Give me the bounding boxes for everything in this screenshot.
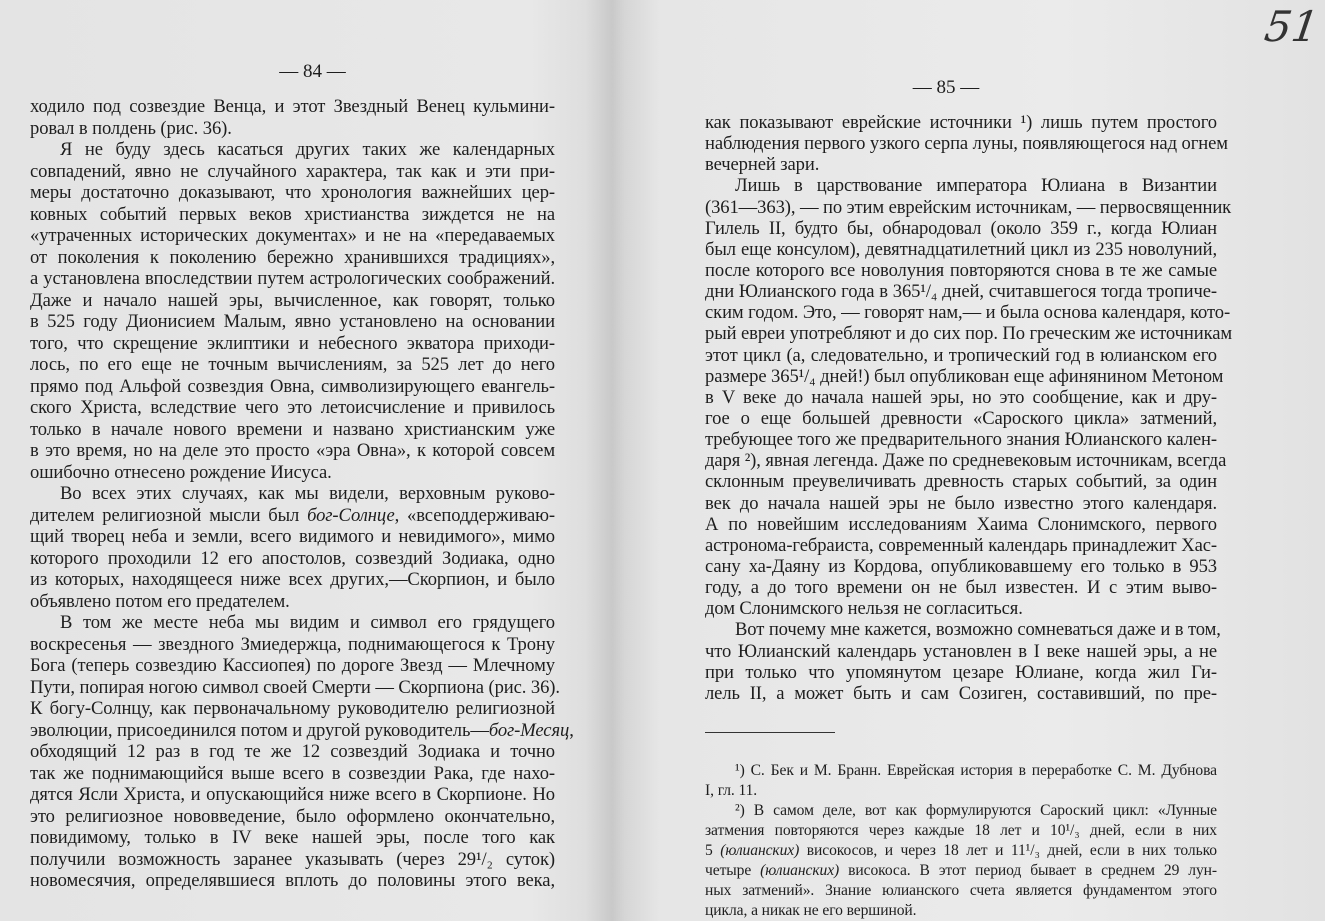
text-line: от поколения к поколению бережно хранившихся традициях», [30,246,555,268]
text-line: воскресенья — звездного Змиедержца, поднимающегося к Трону [30,633,555,655]
paragraph [30,139,555,483]
italic-text: (юлианских) [720,841,800,859]
page-number: — 84 — [279,61,346,82]
footnotes [705,761,1217,921]
text-line: ²) В самом деле, вот как формулируются Сароский цикл: «Лунные [735,801,1217,819]
text-line: меры достаточно доказывают, что хронология важнейших цер- [30,182,555,203]
text-line: как показывают еврейские источники ¹) лишь путем простого [705,112,1217,133]
text-line [30,505,555,527]
paragraph [705,112,1228,176]
text-line: только в начале нового времени и названо христианским уже [30,418,555,440]
text-line: Во всех этих случаях, как мы видели, верховным руково- [60,483,555,504]
text-line: новомесячия, определявшиеся вплоть до половины этого века, [30,870,555,891]
text-line: цикла, а никак не его вершиной. [705,901,917,919]
paragraph [705,761,1217,801]
text-line: ошибочно отнесено рождение Иисуса. [30,461,332,483]
italic-text: (юлианских) [760,861,840,879]
text-line: в 525 году Дионисием Малым, явно установлено на основании [30,311,555,332]
text-line: ковных событий первых веков христианства зиждется не на [30,203,555,225]
text-line: в это время, но на деле это просто «эра Овна», к которой совсем [30,440,555,461]
text-line: ных затмений». Знание юлианского счета является фундаментом этого [705,881,1217,899]
text-line: дятся Ясли Христа, и опускающийся ниже всего в Скорпионе. Но [30,784,555,805]
text-line: Лишь в царствование императора Юлиана в Византии [735,175,1217,197]
text-line: гое о еще большей древности «Сароского цикла» затмений, [705,407,1217,429]
text-segment: четыре [705,861,761,879]
text-segment: 5 [705,841,721,859]
text-line: ровал в полдень (рис. 36). [30,117,232,139]
text-line: а установлена впоследствии путем астрологических соображений. [30,268,555,289]
italic-text: бог-Месяц [488,719,570,741]
text-line: совпадений, явно не случайного характера, так как и эти при- [30,160,555,182]
text-line: так же поднимающийся выше всего в созвездии Рака, где нахо- [30,762,555,784]
handwritten-folio-number: 51 [1261,2,1322,51]
text-line: лель II, а может быть и сам Созиген, составивший, по пре- [705,682,1217,704]
text-segment: високосов, и через 18 лет и 11¹/₃ дней, если в них только [799,841,1217,859]
paragraph [705,175,1233,620]
text-line: после которого все новолуния повторяются снова в те же самые [705,259,1217,281]
text-line: из которых, находящееся ниже всех других,—Скорпион, и было [30,569,555,590]
text-line: сану ха-Даяну из Кордова, опубликовавшему его только в 953 [705,555,1217,577]
left-page [30,60,574,892]
text-line: век до начала нашей эры не было известно этого календаря. [705,492,1217,514]
text-line: дни Юлианского года в 365¹/₄ дней, считавшегося тогда тропиче- [705,281,1217,303]
text-line [30,719,574,742]
text-line: в V веке до начала нашей эры, но это сообщение, как и дру- [705,386,1217,408]
page-number: — 85 — [912,77,980,98]
text-line: которого проходили 12 его апостолов, созвездий Зодиака, одно [30,547,555,569]
text-line: К богу-Солнцу, как первоначальному руководителю религиозной [30,698,555,719]
text-line: это религиозное нововведение, было оформлено окончательно, [30,805,555,827]
text-line: ¹) С. Бек и М. Бранн. Еврейская история в переработке С. М. Дубнова [735,761,1217,779]
page-body [30,96,574,892]
paragraph [30,483,555,612]
text-line: размере 365¹/₄ дней!) был опубликован еще афинянином Метоном [705,365,1224,387]
text-segment: високоса. В этот период бывает в среднем 29 лун- [839,861,1217,879]
footnote-divider [705,732,835,733]
text-line: что Юлианский календарь установлен в I веке нашей эры, а не [705,640,1217,662]
text-line: объявлено потом его предателем. [30,590,290,612]
text-segment: , [569,719,574,741]
text-line: Гилель II, будто бы, обнародовал (около 359 г., когда Юлиан [705,217,1217,239]
text-line [705,841,1217,861]
text-line: рый евреи употребляют и до сих пор. По греческим же источникам [705,323,1233,345]
text-line: этот цикл (а, следовательно, и тропический год в юлианском его [705,344,1217,366]
text-line: дом Слонимского нельзя не согласиться. [705,598,1023,620]
paragraph [30,96,555,139]
text-line: ским годом. Это, — говорят нам,— и была основа календаря, кото- [705,302,1231,324]
text-line: (361—363), — по этим еврейским источникам, — первосвященник [705,196,1232,218]
text-line: «утраченных исторических документах» и не на «передаваемых [30,225,555,246]
text-line: астронома-гебраиста, современный календарь принадлежит Хас- [705,534,1217,556]
paragraph [705,801,1217,921]
text-line: прямо под Альфой созвездия Овна, символизирующего евангель- [30,375,555,397]
text-line: году, а до того времени он не был известен. И с этим выво- [705,577,1217,599]
text-line: требующее того же предварительного знания Юлианского кален- [705,429,1217,451]
text-line: А по новейшим исследованиям Хаима Слонимского, первого [705,513,1217,535]
text-line: Бога (теперь созвездию Кассиопея) по дороге Звезд — Млечному [30,655,555,676]
text-line: I, гл. 11. [705,781,758,799]
text-line: ского Христа, вследствие чего это летоисчисление и привилось [30,397,555,418]
text-segment: дителем религиозной мысли был [30,504,308,526]
text-line: Вот почему мне кажется, возможно сомневаться даже и в том, [735,619,1221,641]
text-line: наблюдения первого узкого серпа луны, появляющегося над огнем [705,133,1228,155]
text-line: того, что скрещение эклиптики и небесного экватора приходи- [30,332,555,354]
text-line: щий творец неба и земли, всего видимого и невидимого», мимо [30,526,555,547]
text-line: лось, по его еще не точным вычислениям, за 525 лет до него [30,354,555,375]
text-line: Даже и начало нашей эры, вычисленное, как говорят, только [30,289,555,311]
paragraph [30,612,574,892]
text-line: В том же месте неба мы видим и символ его грядущего [60,612,555,633]
text-line: при только что упомянутом цезаре Юлиане, когда жил Ги- [705,661,1217,683]
italic-text: бог-Солнце [307,504,395,526]
right-page [705,76,1233,921]
text-line: ходило под созвездие Венца, и этот Звездный Венец кульмини- [30,96,555,117]
text-line: обходящий 12 раз в год те же 12 созвездий Зодиака и точно [30,741,555,762]
text-line: вечерней зари. [705,154,820,176]
text-line: склонным преувеличивать древность старых событий, за один [705,471,1217,493]
text-line: получили возможность заранее указывать (через 29¹/₂ суток) [30,848,555,870]
text-segment: эволюции, присоединился потом и другой руководитель— [30,719,489,741]
text-line: Пути, попирая ногою символ своей Смерти — Скорпиона (рис. 36). [30,676,560,698]
text-line: Я не буду здесь касаться других таких же календарных [60,139,555,160]
text-line [705,861,1217,881]
text-line: затмения повторяются через каждые 18 лет и 10¹/₃ дней, если в них [705,821,1217,839]
text-line: даря ²), явная легенда. Даже по средневековым источникам, всегда [705,450,1227,472]
text-line: повидимому, только в IV веке нашей эры, после того как [30,827,555,848]
text-segment: , «всеподдерживаю- [394,504,555,526]
page-body [705,112,1233,704]
text-line: был еще консулом), девятнадцатилетний цикл из 235 новолуний, [705,238,1217,260]
paragraph [705,619,1221,704]
